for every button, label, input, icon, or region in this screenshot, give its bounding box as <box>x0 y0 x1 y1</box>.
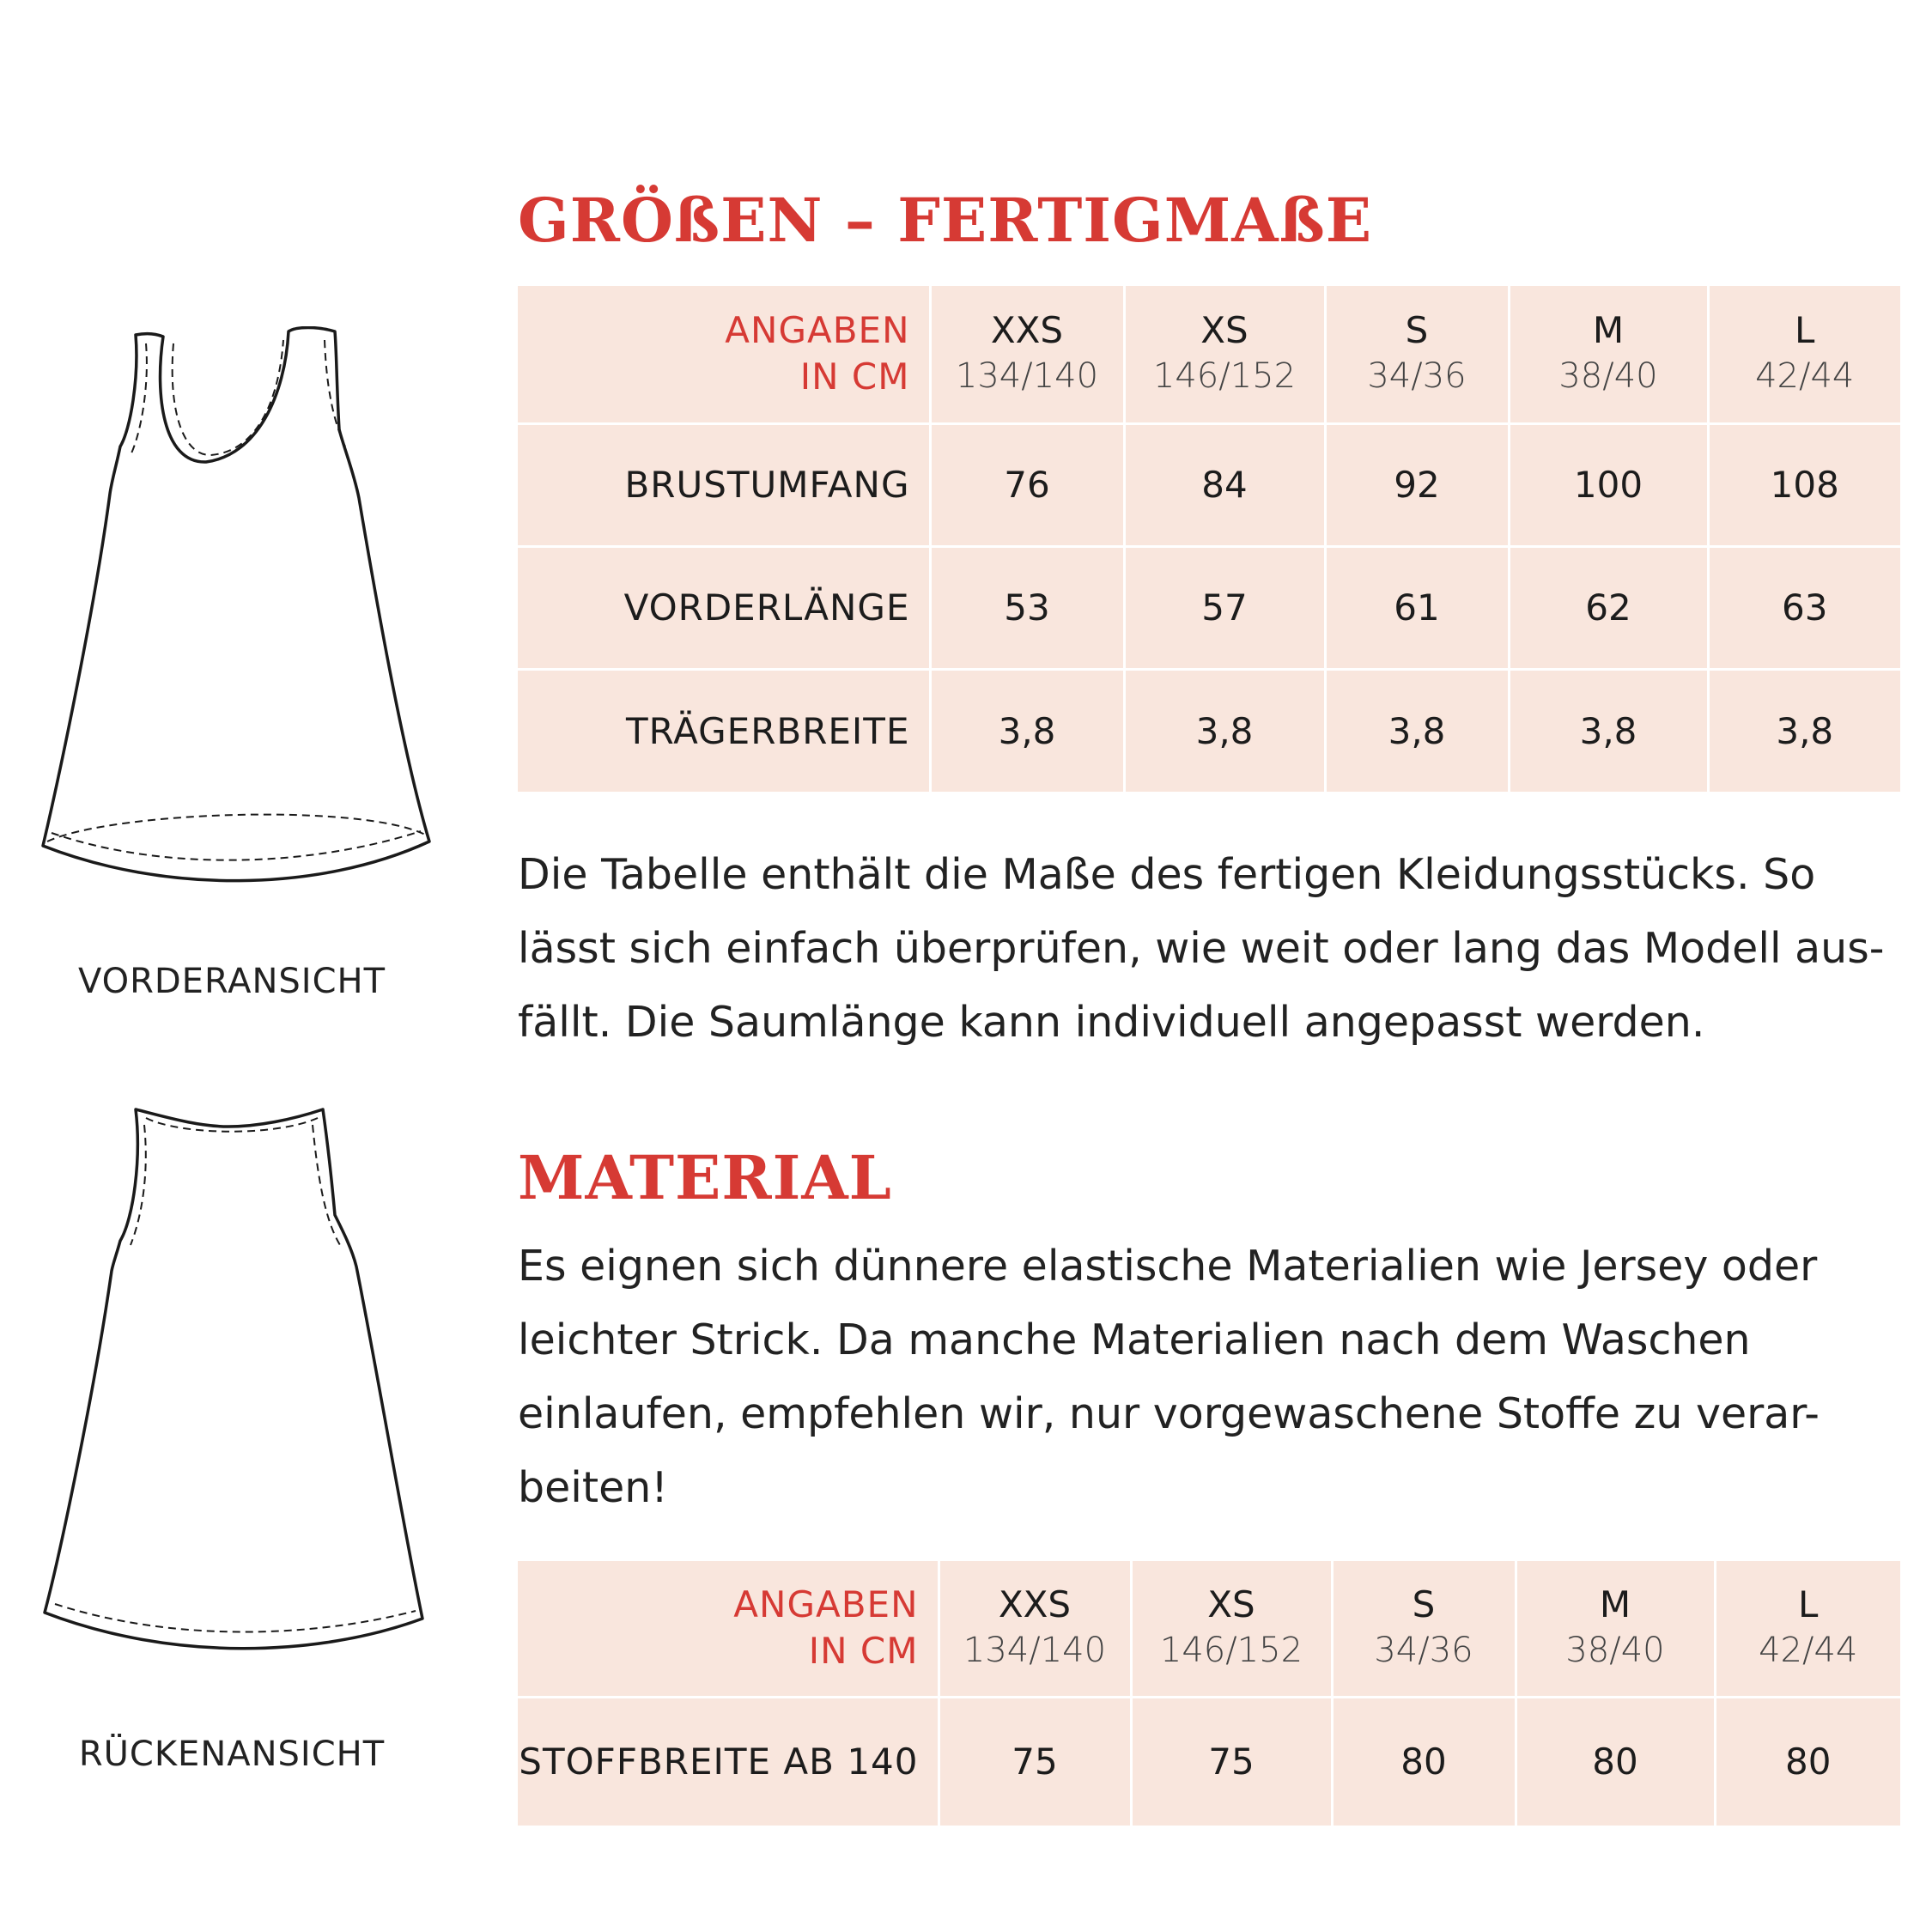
size-code: M <box>1592 309 1625 352</box>
table-cell: 3,8 <box>1708 669 1900 792</box>
size-col-m <box>1509 286 1708 423</box>
size-eu: 34/36 <box>1374 1631 1473 1671</box>
sizes-table <box>518 286 1900 792</box>
row-label-vorderlaenge: VORDERLÄNGE <box>518 546 930 669</box>
size-eu: 42/44 <box>1759 1631 1858 1671</box>
table-cell: 57 <box>1124 546 1325 669</box>
size-code: M <box>1599 1583 1631 1626</box>
row-label-traegerbreite: TRÄGERBREITE <box>518 669 930 792</box>
table-cell: 3,8 <box>1325 669 1509 792</box>
table-cell: 80 <box>1715 1697 1900 1826</box>
front-view-sketch <box>34 326 438 910</box>
paragraph-line: einlaufen, empfehlen wir, nur vorgewaschene Stoffe zu verar- <box>518 1389 1820 1438</box>
table-cell: 3,8 <box>1509 669 1708 792</box>
front-view-caption: VORDERANSICHT <box>77 962 386 1001</box>
header-label-line1: ANGABEN <box>725 309 910 352</box>
table-cell: 3,8 <box>930 669 1124 792</box>
sizes-heading: GRÖßEN – FERTIGMAßE <box>518 185 1373 256</box>
table-cell: 80 <box>1516 1697 1715 1826</box>
size-eu: 146/152 <box>1159 1631 1303 1671</box>
header-label-line2: IN CM <box>808 1630 919 1673</box>
paragraph-line: leichter Strick. Da manche Materialien nach dem Waschen <box>518 1315 1751 1364</box>
size-col-xs <box>1124 286 1325 423</box>
size-code: XS <box>1200 309 1249 352</box>
size-col-l <box>1715 1561 1900 1697</box>
paragraph-line: Die Tabelle enthält die Maße des fertigen Kleidungsstücks. So <box>518 850 1816 899</box>
table-row <box>518 669 1900 792</box>
size-col-s <box>1332 1561 1516 1697</box>
size-code: S <box>1405 309 1429 352</box>
table-cell: 92 <box>1325 423 1509 546</box>
table-cell: 80 <box>1332 1697 1516 1826</box>
size-col-m <box>1516 1561 1715 1697</box>
table-cell: 108 <box>1708 423 1900 546</box>
back-view-caption: RÜCKENANSICHT <box>78 1735 386 1774</box>
size-col-xxs <box>930 286 1124 423</box>
row-label-stoffbreite: STOFFBREITE AB 140 <box>518 1697 939 1826</box>
size-code: L <box>1795 309 1815 352</box>
table-cell: 100 <box>1509 423 1708 546</box>
size-code: XS <box>1207 1583 1255 1626</box>
size-eu: 134/140 <box>955 356 1099 397</box>
table-row <box>518 546 1900 669</box>
header-label-line2: IN CM <box>799 355 910 398</box>
sizes-description <box>518 838 1909 1060</box>
size-eu: 42/44 <box>1755 356 1855 397</box>
table-cell: 3,8 <box>1124 669 1325 792</box>
size-col-xs <box>1131 1561 1332 1697</box>
material-heading: MATERIAL <box>518 1142 892 1213</box>
table-row <box>518 423 1900 546</box>
paragraph-line: fällt. Die Saumlänge kann individuell angepasst werden. <box>518 998 1705 1047</box>
size-eu: 134/140 <box>963 1631 1107 1671</box>
back-view-sketch <box>34 1099 438 1666</box>
table-cell: 75 <box>939 1697 1131 1826</box>
size-code: XXS <box>990 309 1064 352</box>
size-col-l <box>1708 286 1900 423</box>
material-description <box>518 1230 1909 1525</box>
sizes-table-header-row <box>518 286 1900 423</box>
paragraph-line: beiten! <box>518 1463 668 1512</box>
table-cell: 53 <box>930 546 1124 669</box>
table-cell: 63 <box>1708 546 1900 669</box>
size-code: L <box>1798 1583 1819 1626</box>
paragraph-line: Es eignen sich dünnere elastische Materialien wie Jersey oder <box>518 1242 1818 1291</box>
header-label-cell <box>518 1561 939 1697</box>
table-cell: 75 <box>1131 1697 1332 1826</box>
size-code: XXS <box>998 1583 1072 1626</box>
table-cell: 76 <box>930 423 1124 546</box>
header-label-line1: ANGABEN <box>733 1583 919 1626</box>
table-cell: 62 <box>1509 546 1708 669</box>
table-row <box>518 1697 1900 1826</box>
material-table-header-row <box>518 1561 1900 1697</box>
material-table <box>518 1561 1900 1826</box>
header-label-cell <box>518 286 930 423</box>
size-code: S <box>1412 1583 1436 1626</box>
size-eu: 38/40 <box>1558 356 1658 397</box>
size-eu: 34/36 <box>1367 356 1467 397</box>
row-label-brustumfang: BRUSTUMFANG <box>518 423 930 546</box>
size-eu: 38/40 <box>1565 1631 1665 1671</box>
size-eu: 146/152 <box>1152 356 1297 397</box>
size-col-xxs <box>939 1561 1131 1697</box>
tank-top-back-drawing <box>34 1099 438 1666</box>
table-cell: 61 <box>1325 546 1509 669</box>
size-col-s <box>1325 286 1509 423</box>
tank-top-front-drawing <box>34 326 438 910</box>
paragraph-line: lässt sich einfach überprüfen, wie weit oder lang das Modell aus- <box>518 924 1885 973</box>
table-cell: 84 <box>1124 423 1325 546</box>
